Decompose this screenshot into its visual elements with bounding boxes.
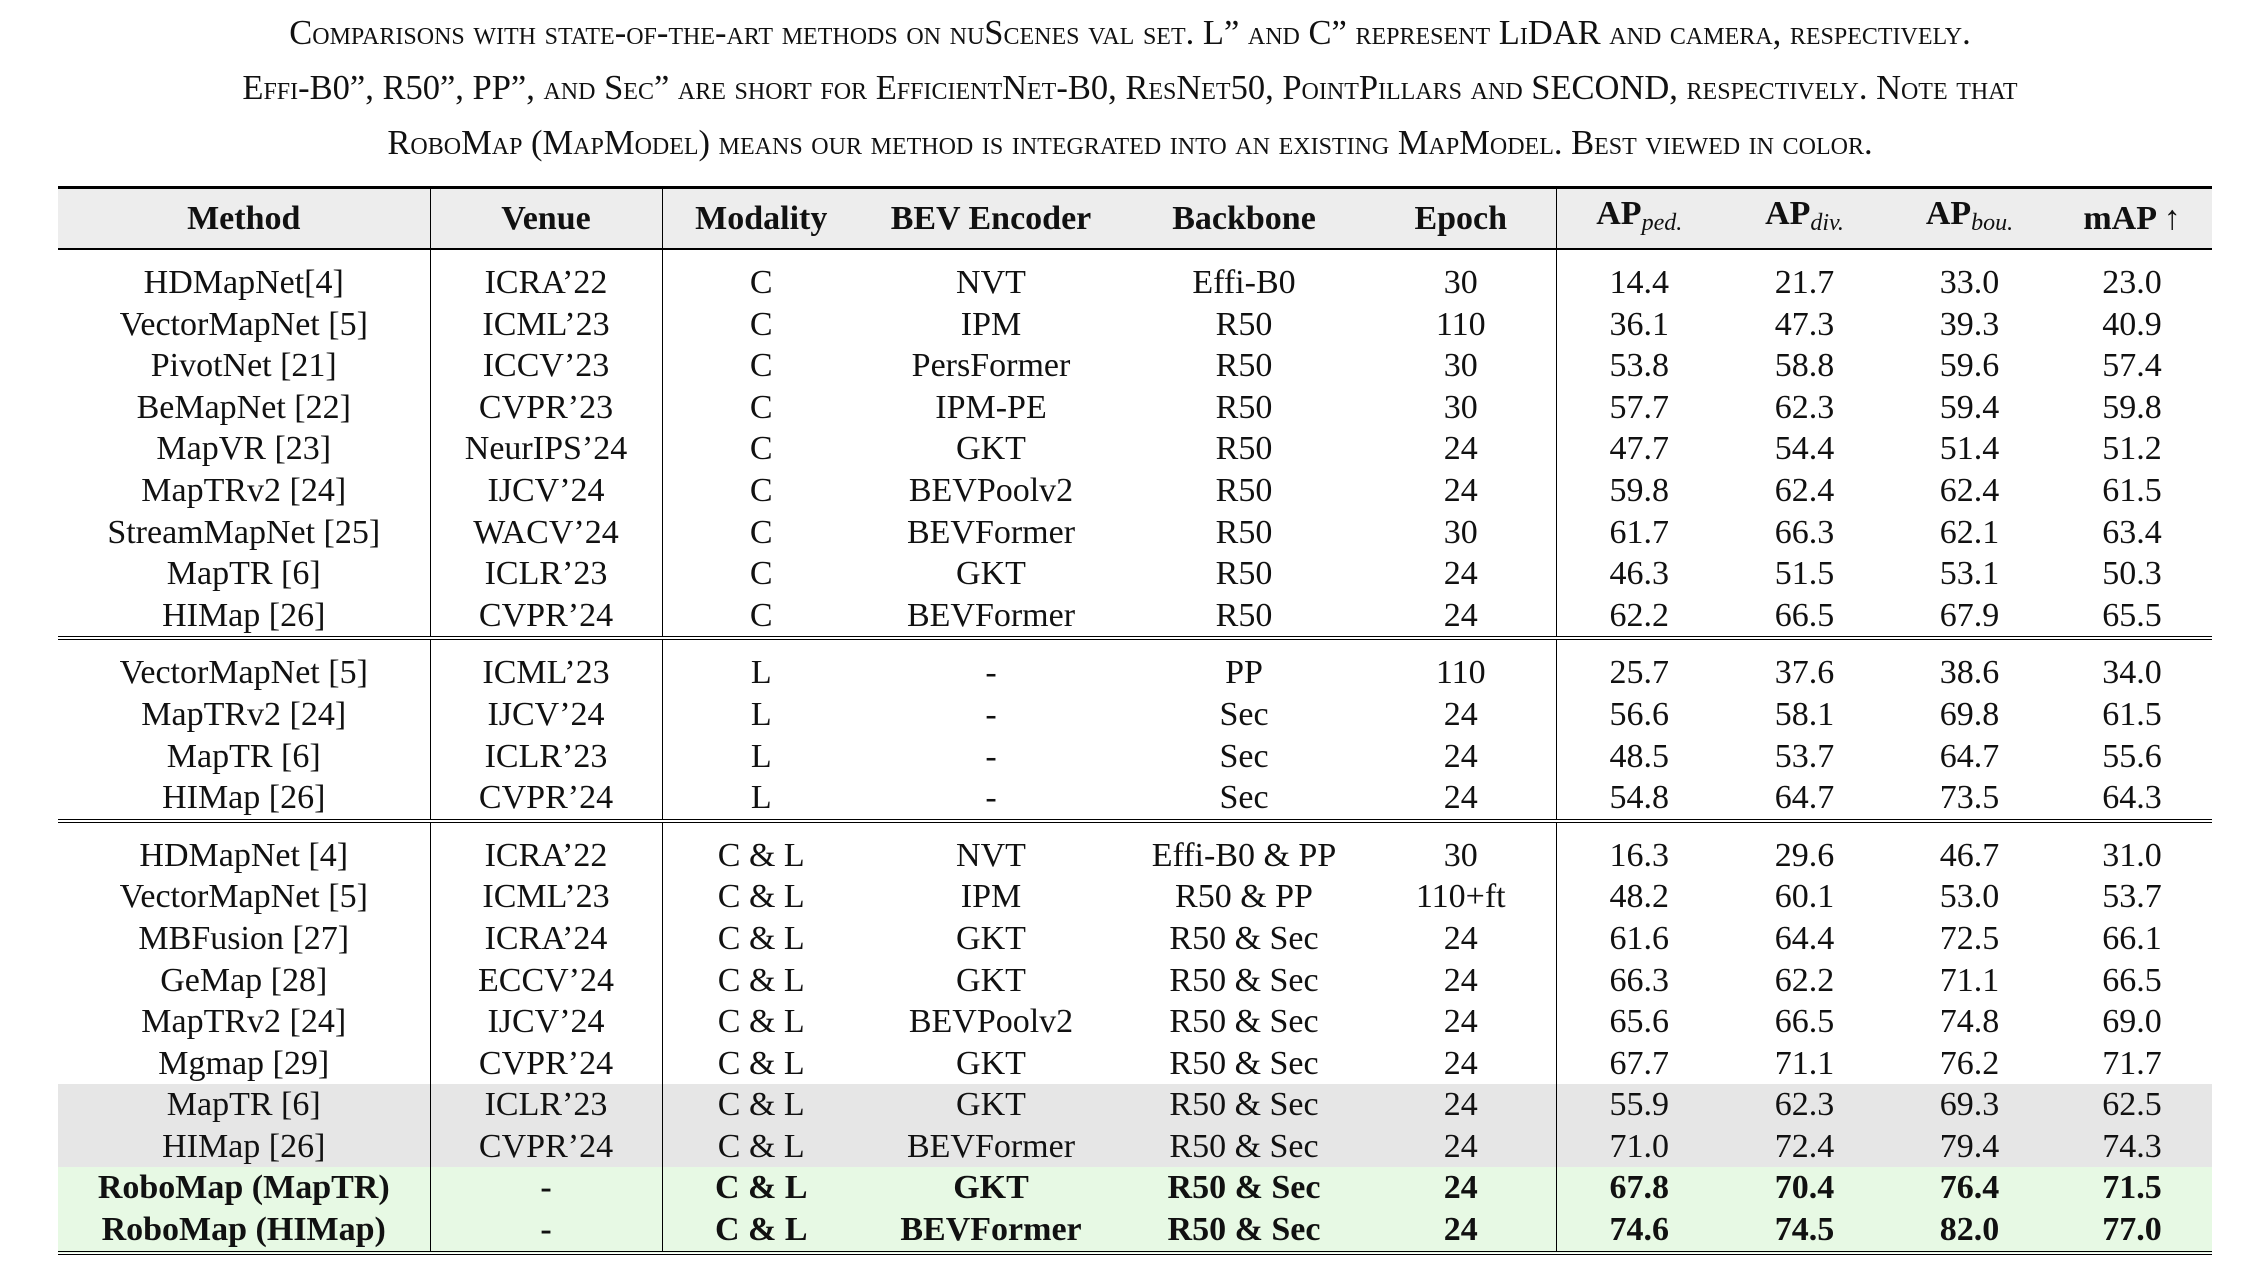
cell-modality: C bbox=[749, 305, 773, 343]
cell-ap-ped: 62.2 bbox=[1556, 595, 1722, 639]
cell-epoch: 24 bbox=[1366, 1209, 1556, 1253]
table-row bbox=[58, 428, 2212, 470]
cell-backbone: R50 & Sec bbox=[1122, 1084, 1366, 1126]
cell-map: 64.3 bbox=[2052, 777, 2212, 821]
cell-method: RoboMap (HIMap) bbox=[58, 1209, 430, 1253]
cell-epoch: 24 bbox=[1366, 428, 1556, 470]
caption-line-2: Effi-B0”, R50”, PP”, and Sec” are short for EfficientNet-B0, ResNet50, PointPillars and SECOND, respectively. Note that bbox=[242, 69, 2018, 107]
cell-venue: ICLR’23 bbox=[430, 1084, 662, 1126]
cell-ap-ped: 25.7 bbox=[1609, 654, 1669, 692]
cell-bev-encoder: - bbox=[985, 695, 997, 733]
cell-backbone: R50 & Sec bbox=[1169, 1003, 1319, 1041]
cell-map: 66.1 bbox=[2102, 919, 2162, 957]
cell-ap-div: 60.1 bbox=[1774, 878, 1835, 916]
cell-ap-bou: 64.7 bbox=[1939, 737, 2000, 775]
cell-epoch: 30 bbox=[1366, 262, 1556, 304]
cell-bev-encoder: BEVFormer bbox=[860, 595, 1122, 639]
cell-ap-bou: 69.8 bbox=[1939, 695, 2000, 733]
cell-modality: L bbox=[750, 654, 772, 692]
cell-epoch: 24 bbox=[1366, 1001, 1556, 1043]
cell-backbone: Sec bbox=[1122, 777, 1366, 821]
cell-backbone: R50 & Sec bbox=[1169, 961, 1319, 999]
cell-bev-encoder: NVT bbox=[956, 836, 1026, 874]
cell-modality: C bbox=[749, 264, 773, 301]
cell-epoch: 24 bbox=[1366, 1084, 1556, 1126]
cell-ap-div: 47.3 bbox=[1774, 305, 1835, 343]
row-spacer bbox=[58, 249, 2212, 262]
cell-modality: C & L bbox=[717, 836, 805, 874]
header-bev-encoder: BEV Encoder bbox=[860, 188, 1122, 250]
table-row bbox=[58, 470, 2212, 512]
cell-ap-div: 66.5 bbox=[1774, 1003, 1835, 1041]
cell-backbone: R50 & PP bbox=[1175, 878, 1313, 916]
cell-ap-div: 64.7 bbox=[1722, 777, 1887, 821]
table-row bbox=[58, 1043, 2212, 1085]
cell-ap-div: 74.5 bbox=[1722, 1209, 1887, 1253]
cell-bev-encoder: IPM bbox=[960, 878, 1022, 916]
cell-ap-ped: 47.7 bbox=[1609, 430, 1669, 468]
cell-bev-encoder: GKT bbox=[956, 555, 1026, 593]
cell-method: MapTR [6] bbox=[58, 553, 430, 595]
cell-epoch: 24 bbox=[1366, 595, 1556, 639]
cell-venue: CVPR’24 bbox=[430, 777, 662, 821]
cell-ap-div: 64.4 bbox=[1774, 919, 1835, 957]
cell-map: 31.0 bbox=[2102, 836, 2162, 874]
cell-ap-div: 71.1 bbox=[1774, 1044, 1835, 1082]
table-row bbox=[58, 1001, 2212, 1043]
cell-bev-encoder: GKT bbox=[860, 1167, 1122, 1209]
cell-map: 71.5 bbox=[2052, 1167, 2212, 1209]
cell-bev-encoder: GKT bbox=[956, 1044, 1026, 1082]
cell-modality: C & L bbox=[662, 1126, 860, 1168]
cell-venue: ICML’23 bbox=[430, 876, 662, 918]
table-row bbox=[58, 694, 2212, 736]
cell-backbone: R50 bbox=[1215, 305, 1273, 343]
table-row bbox=[58, 595, 2212, 639]
cell-bev-encoder: IPM bbox=[960, 305, 1022, 343]
table-row bbox=[58, 1126, 2212, 1168]
cell-map: 71.7 bbox=[2102, 1044, 2162, 1082]
cell-modality: C & L bbox=[717, 961, 805, 999]
cell-map: 74.3 bbox=[2052, 1126, 2212, 1168]
cell-bev-encoder: - bbox=[860, 777, 1122, 821]
cell-ap-ped: 65.6 bbox=[1609, 1003, 1669, 1041]
cell-venue: - bbox=[430, 1209, 662, 1253]
header-method: Method bbox=[58, 188, 430, 250]
cell-venue: CVPR’24 bbox=[430, 595, 662, 639]
cell-ap-bou: 62.4 bbox=[1939, 471, 2000, 509]
cell-backbone: R50 & Sec bbox=[1122, 1126, 1366, 1168]
cell-bev-encoder: GKT bbox=[860, 1084, 1122, 1126]
cell-ap-bou: 69.3 bbox=[1887, 1084, 2052, 1126]
cell-ap-ped: 16.3 bbox=[1609, 836, 1669, 874]
cell-bev-encoder: GKT bbox=[956, 961, 1026, 999]
table-row bbox=[58, 262, 2212, 304]
cell-ap-ped: 48.2 bbox=[1609, 878, 1669, 916]
cell-venue: ICML’23 bbox=[430, 652, 662, 694]
cell-ap-div: 58.8 bbox=[1774, 347, 1835, 385]
cell-venue: ICRA’22 bbox=[430, 262, 662, 304]
cell-ap-bou: 53.1 bbox=[1939, 555, 2000, 593]
cell-ap-bou: 59.4 bbox=[1939, 388, 2000, 426]
header-modality: Modality bbox=[662, 188, 860, 250]
cell-ap-bou: 38.6 bbox=[1939, 654, 2000, 692]
cell-map: 40.9 bbox=[2102, 305, 2162, 343]
cell-ap-div: 70.4 bbox=[1722, 1167, 1887, 1209]
cell-epoch: 30 bbox=[1366, 512, 1556, 554]
comparison-table bbox=[58, 186, 2212, 1255]
cell-ap-div: 53.7 bbox=[1774, 737, 1835, 775]
cell-backbone: Effi-B0 & PP bbox=[1151, 836, 1337, 874]
cell-backbone: R50 bbox=[1122, 595, 1366, 639]
cell-bev-encoder: BEVPoolv2 bbox=[908, 471, 1074, 509]
cell-modality: C & L bbox=[662, 1209, 860, 1253]
cell-ap-div: 66.5 bbox=[1722, 595, 1887, 639]
cell-ap-ped: 57.7 bbox=[1609, 388, 1669, 426]
cell-ap-bou: 67.9 bbox=[1887, 595, 2052, 639]
cell-method: HDMapNet [4] bbox=[58, 835, 430, 877]
cell-method: StreamMapNet [25] bbox=[58, 512, 430, 554]
cell-ap-bou: 73.5 bbox=[1887, 777, 2052, 821]
cell-bev-encoder: PersFormer bbox=[911, 347, 1071, 385]
cell-epoch: 24 bbox=[1366, 470, 1556, 512]
cell-method: MapTRv2 [24] bbox=[58, 694, 430, 736]
cell-modality: C bbox=[749, 430, 773, 468]
cell-modality: C & L bbox=[662, 1084, 860, 1126]
cell-venue: WACV’24 bbox=[430, 512, 662, 554]
cell-ap-ped: 67.8 bbox=[1556, 1167, 1722, 1209]
cell-modality: C & L bbox=[717, 878, 805, 916]
cell-ap-bou: 76.4 bbox=[1887, 1167, 2052, 1209]
cell-ap-ped: 54.8 bbox=[1556, 777, 1722, 821]
cell-map: 66.5 bbox=[2102, 961, 2162, 999]
table-row bbox=[58, 918, 2212, 960]
cell-epoch: 24 bbox=[1366, 1043, 1556, 1085]
cell-map: 57.4 bbox=[2102, 347, 2162, 385]
cell-method: HIMap [26] bbox=[58, 1126, 430, 1168]
cell-ap-div: 54.4 bbox=[1774, 430, 1835, 468]
cell-bev-encoder: BEVFormer bbox=[860, 1209, 1122, 1253]
table-row bbox=[58, 345, 2212, 387]
cell-modality: C bbox=[749, 388, 773, 426]
header-venue: Venue bbox=[430, 188, 662, 250]
cell-ap-bou: 53.0 bbox=[1939, 878, 2000, 916]
row-spacer bbox=[58, 821, 2212, 835]
cell-map: 50.3 bbox=[2102, 555, 2162, 593]
cell-map: 69.0 bbox=[2102, 1003, 2162, 1041]
cell-ap-bou: 39.3 bbox=[1939, 305, 2000, 343]
cell-method: VectorMapNet [5] bbox=[58, 304, 430, 346]
cell-epoch: 24 bbox=[1366, 736, 1556, 778]
cell-bev-encoder: GKT bbox=[956, 430, 1026, 468]
table-header-row bbox=[58, 188, 2212, 250]
cell-modality: C & L bbox=[662, 1167, 860, 1209]
cell-backbone: R50 bbox=[1215, 555, 1273, 593]
cell-venue: CVPR’24 bbox=[430, 1043, 662, 1085]
cell-ap-ped: 48.5 bbox=[1609, 737, 1669, 775]
table-row bbox=[58, 777, 2212, 821]
cell-venue: ICML’23 bbox=[430, 304, 662, 346]
cell-bev-encoder: - bbox=[985, 654, 997, 692]
cell-venue: ICRA’24 bbox=[430, 918, 662, 960]
cell-bev-encoder: BEVPoolv2 bbox=[908, 1003, 1074, 1041]
cell-ap-ped: 46.3 bbox=[1609, 555, 1669, 593]
cell-backbone: R50 & Sec bbox=[1122, 1167, 1366, 1209]
caption-line-1: Comparisons with state-of-the-art methods on nuScenes val set. L” and C” represent LiDAR and camera, respectively. bbox=[289, 14, 1971, 52]
header-epoch: Epoch bbox=[1366, 188, 1556, 250]
table-row bbox=[58, 1209, 2212, 1253]
cell-venue: - bbox=[430, 1167, 662, 1209]
cell-venue: IJCV’24 bbox=[430, 1001, 662, 1043]
cell-ap-ped: 61.7 bbox=[1609, 513, 1669, 551]
cell-ap-ped: 66.3 bbox=[1609, 961, 1669, 999]
cell-ap-ped: 74.6 bbox=[1556, 1209, 1722, 1253]
cell-epoch: 30 bbox=[1366, 387, 1556, 429]
cell-bev-encoder: GKT bbox=[956, 919, 1026, 957]
cell-method: PivotNet [21] bbox=[58, 345, 430, 387]
table-row bbox=[58, 1084, 2212, 1126]
cell-backbone: Sec bbox=[1219, 737, 1269, 775]
table-row bbox=[58, 304, 2212, 346]
cell-modality: C bbox=[749, 471, 773, 509]
cell-epoch: 110 bbox=[1366, 652, 1556, 694]
cell-venue: ECCV’24 bbox=[430, 960, 662, 1002]
cell-ap-div: 29.6 bbox=[1774, 836, 1835, 874]
cell-backbone: R50 bbox=[1215, 388, 1273, 426]
cell-bev-encoder: IPM-PE bbox=[935, 388, 1047, 426]
cell-ap-bou: 62.1 bbox=[1939, 513, 2000, 551]
cell-backbone: R50 & Sec bbox=[1122, 1209, 1366, 1253]
cell-epoch: 24 bbox=[1366, 960, 1556, 1002]
cell-ap-ped: 56.6 bbox=[1609, 695, 1669, 733]
cell-venue: ICCV’23 bbox=[430, 345, 662, 387]
cell-method: MapVR [23] bbox=[58, 428, 430, 470]
table-row bbox=[58, 736, 2212, 778]
cell-method: HDMapNet[4] bbox=[58, 262, 430, 304]
cell-ap-div: 62.3 bbox=[1774, 388, 1835, 426]
cell-method: Mgmap [29] bbox=[58, 1043, 430, 1085]
cell-modality: L bbox=[662, 777, 860, 821]
cell-backbone: R50 bbox=[1215, 430, 1273, 468]
cell-ap-div: 51.5 bbox=[1774, 555, 1835, 593]
table-row bbox=[58, 876, 2212, 918]
cell-ap-bou: 76.2 bbox=[1939, 1044, 2000, 1082]
cell-modality: C bbox=[749, 555, 773, 593]
cell-map: 55.6 bbox=[2102, 737, 2162, 775]
cell-epoch: 30 bbox=[1366, 345, 1556, 387]
cell-modality: C bbox=[749, 347, 773, 385]
cell-map: 59.8 bbox=[2102, 388, 2162, 426]
cell-venue: CVPR’23 bbox=[430, 387, 662, 429]
cell-ap-div: 21.7 bbox=[1774, 264, 1835, 301]
cell-ap-bou: 71.1 bbox=[1939, 961, 2000, 999]
cell-ap-ped: 14.4 bbox=[1609, 264, 1669, 301]
cell-venue: IJCV’24 bbox=[430, 694, 662, 736]
table-row bbox=[58, 835, 2212, 877]
cell-map: 61.5 bbox=[2102, 471, 2162, 509]
cell-ap-bou: 82.0 bbox=[1887, 1209, 2052, 1253]
cell-venue: IJCV’24 bbox=[430, 470, 662, 512]
cell-ap-bou: 46.7 bbox=[1939, 836, 2000, 874]
cell-map: 51.2 bbox=[2102, 430, 2162, 468]
header-map: mAP ↑ bbox=[2052, 188, 2212, 250]
table-row bbox=[58, 1167, 2212, 1209]
cell-epoch: 24 bbox=[1366, 553, 1556, 595]
cell-map: 53.7 bbox=[2102, 878, 2162, 916]
cell-ap-ped: 59.8 bbox=[1609, 471, 1669, 509]
cell-ap-div: 62.2 bbox=[1774, 961, 1835, 999]
cell-ap-div: 62.4 bbox=[1774, 471, 1835, 509]
cell-epoch: 24 bbox=[1366, 918, 1556, 960]
cell-modality: C & L bbox=[717, 919, 805, 957]
cell-epoch: 24 bbox=[1366, 777, 1556, 821]
cell-backbone: R50 bbox=[1215, 471, 1273, 509]
cell-ap-bou: 79.4 bbox=[1887, 1126, 2052, 1168]
cell-ap-ped: 71.0 bbox=[1556, 1126, 1722, 1168]
cell-ap-ped: 61.6 bbox=[1609, 919, 1669, 957]
cell-venue: ICLR’23 bbox=[430, 736, 662, 778]
table-row bbox=[58, 512, 2212, 554]
table-row bbox=[58, 553, 2212, 595]
cell-modality: C & L bbox=[717, 1003, 805, 1041]
cell-map: 65.5 bbox=[2052, 595, 2212, 639]
cell-backbone: Sec bbox=[1219, 695, 1269, 733]
table-row bbox=[58, 960, 2212, 1002]
table-caption bbox=[20, 6, 2240, 171]
cell-epoch: 110 bbox=[1366, 304, 1556, 346]
cell-method: MBFusion [27] bbox=[58, 918, 430, 960]
cell-map: 77.0 bbox=[2052, 1209, 2212, 1253]
cell-method: MapTR [6] bbox=[58, 1084, 430, 1126]
cell-ap-ped: 55.9 bbox=[1556, 1084, 1722, 1126]
header-ap-div: $AP_{div.}$ bbox=[1722, 188, 1887, 250]
header-backbone: Backbone bbox=[1122, 188, 1366, 250]
cell-epoch: 24 bbox=[1366, 694, 1556, 736]
cell-method: HIMap [26] bbox=[58, 595, 430, 639]
cell-modality: L bbox=[750, 695, 772, 733]
cell-ap-bou: 59.6 bbox=[1939, 347, 2000, 385]
cell-modality: L bbox=[750, 737, 772, 775]
cell-map: 61.5 bbox=[2102, 695, 2162, 733]
cell-venue: ICRA’22 bbox=[430, 835, 662, 877]
cell-ap-div: 72.4 bbox=[1722, 1126, 1887, 1168]
cell-modality: C bbox=[662, 595, 860, 639]
cell-ap-ped: 36.1 bbox=[1609, 305, 1669, 343]
cell-ap-bou: 51.4 bbox=[1939, 430, 2000, 468]
cell-map: 62.5 bbox=[2052, 1084, 2212, 1126]
cell-map: 23.0 bbox=[2102, 264, 2162, 301]
cell-bev-encoder: BEVFormer bbox=[906, 513, 1076, 551]
cell-method: MapTR [6] bbox=[58, 736, 430, 778]
cell-epoch: 24 bbox=[1366, 1167, 1556, 1209]
cell-ap-div: 66.3 bbox=[1774, 513, 1835, 551]
cell-ap-bou: 74.8 bbox=[1939, 1003, 2000, 1041]
cell-epoch: 24 bbox=[1366, 1126, 1556, 1168]
cell-backbone: R50 bbox=[1215, 513, 1273, 551]
cell-ap-div: 37.6 bbox=[1774, 654, 1835, 692]
header-ap-ped: $AP_{ped.}$ bbox=[1556, 188, 1722, 250]
cell-bev-encoder: - bbox=[985, 737, 997, 775]
cell-method: VectorMapNet [5] bbox=[58, 876, 430, 918]
cell-epoch: 110+ft bbox=[1366, 876, 1556, 918]
cell-backbone: R50 bbox=[1215, 347, 1273, 385]
table-row bbox=[58, 652, 2212, 694]
cell-method: RoboMap (MapTR) bbox=[58, 1167, 430, 1209]
cell-method: MapTRv2 [24] bbox=[58, 470, 430, 512]
cell-backbone: R50 & Sec bbox=[1169, 1044, 1319, 1082]
cell-ap-div: 58.1 bbox=[1774, 695, 1835, 733]
cell-method: GeMap [28] bbox=[58, 960, 430, 1002]
cell-map: 63.4 bbox=[2102, 513, 2162, 551]
caption-line-3: RoboMap (MapModel) means our method is integrated into an existing MapModel. Best viewed in color. bbox=[387, 124, 1873, 162]
cell-venue: ICLR’23 bbox=[430, 553, 662, 595]
cell-backbone: PP bbox=[1225, 654, 1263, 692]
cell-ap-bou: 33.0 bbox=[1939, 264, 2000, 301]
cell-ap-ped: 53.8 bbox=[1609, 347, 1669, 385]
cell-bev-encoder: NVT bbox=[956, 264, 1026, 301]
cell-method: BeMapNet [22] bbox=[58, 387, 430, 429]
cell-ap-div: 62.3 bbox=[1722, 1084, 1887, 1126]
cell-modality: C bbox=[749, 513, 773, 551]
cell-epoch: 30 bbox=[1366, 835, 1556, 877]
cell-backbone: Effi-B0 bbox=[1192, 264, 1296, 301]
cell-method: HIMap [26] bbox=[58, 777, 430, 821]
cell-method: VectorMapNet [5] bbox=[58, 652, 430, 694]
row-spacer bbox=[58, 638, 2212, 652]
cell-venue: NeurIPS’24 bbox=[430, 428, 662, 470]
cell-map: 34.0 bbox=[2102, 654, 2162, 692]
header-ap-bou: $AP_{bou.}$ bbox=[1887, 188, 2052, 250]
cell-modality: C & L bbox=[717, 1044, 805, 1082]
cell-ap-ped: 67.7 bbox=[1609, 1044, 1669, 1082]
cell-ap-bou: 72.5 bbox=[1939, 919, 2000, 957]
cell-bev-encoder: BEVFormer bbox=[860, 1126, 1122, 1168]
cell-backbone: R50 & Sec bbox=[1169, 919, 1319, 957]
cell-method: MapTRv2 [24] bbox=[58, 1001, 430, 1043]
cell-venue: CVPR’24 bbox=[430, 1126, 662, 1168]
table-row bbox=[58, 387, 2212, 429]
